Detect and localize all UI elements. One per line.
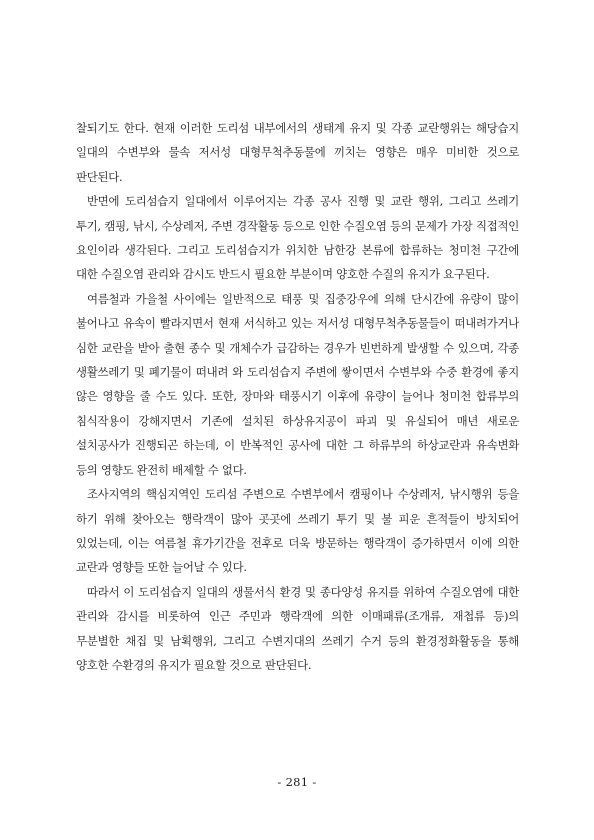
body-text (76, 116, 519, 677)
page-number: - 281 - (277, 775, 317, 789)
paragraph-continuation: 찰되기도 한다. 현재 이러한 도리섬 내부에서의 생태계 유지 및 각종 교란행위는 해당습지 일대의 수변부와 물속 저서성 대형무척추동물에 끼치는 영향은 매우 미비한 것으로 판단된다. (76, 121, 519, 184)
paragraph-seasonal-flooding: 여름철과 가을철 사이에는 일반적으로 태풍 및 집중강우에 의해 단시간에 유량이 많이 불어나고 유속이 빨라지면서 현재 서식하고 있는 저서성 대형무척추동물들이 떠내려가거나 심한 교란을 받아 출현 종수 및 개체수가 급감하는 경우가 빈번하게 발생할 수 있으며, 각종 생활쓰레기 및 폐기물이 떠내려 와 도리섬습지 주변에 쌓이면서 수변부와 수중 환경에 좋지 않은 영향을 줄 수도 있다. 또한, 장마와 태풍시기 이후에 유량이 늘어나 청미천 합류부의 침식작용이 강해지면서 기존에 설치된 하상유지공이 파괴 및 유실되어 매년 새로운 설치공사가 진행되곤 하는데, 이 반복적인 공사에 대한 그 하류부의 하상교란과 유속변화 등의 영향도 완전히 배제할 수 없다. (76, 291, 519, 477)
paragraph-pollution-factors: 반면에 도리섬습지 일대에서 이루어지는 각종 공사 진행 및 교란 행위, 그리고 쓰레기 투기, 캠핑, 낚시, 수상레저, 주변 경작활동 등으로 인한 수질오염 등의 문제가 가장 직접적인 요인이라 생각된다. 그리고 도리섬습지가 위치한 남한강 본류에 합류하는 청미천 구간에 대한 수질오염 관리와 감시도 반드시 필요한 부분이며 양호한 수질의 유지가 요구된다. (76, 194, 519, 282)
paragraph-visitors: 조사지역의 핵심지역인 도리섬 주변으로 수변부에서 캠핑이나 수상레저, 낚시행위 등을 하기 위해 찾아오는 행락객이 많아 곳곳에 쓰레기 투기 및 불 피운 흔적들이 방치되어 있었는데, 이는 여름철 휴가기간을 전후로 더욱 방문하는 행락객이 증가하면서 이에 의한 교란과 영향들 또한 늘어날 수 있다. (76, 487, 519, 575)
paragraph-conclusion: 따라서 이 도리섬습지 일대의 생물서식 환경 및 종다양성 유지를 위하여 수질오염에 대한 관리와 감시를 비롯하여 인근 주민과 행락객에 의한 이매패류(조개류, 재첩류 등)의 무분별한 채집 및 남획행위, 그리고 수변지대의 쓰레기 수거 등의 환경정화활동을 통해 양호한 수환경의 유지가 필요할 것으로 판단된다. (76, 584, 519, 672)
